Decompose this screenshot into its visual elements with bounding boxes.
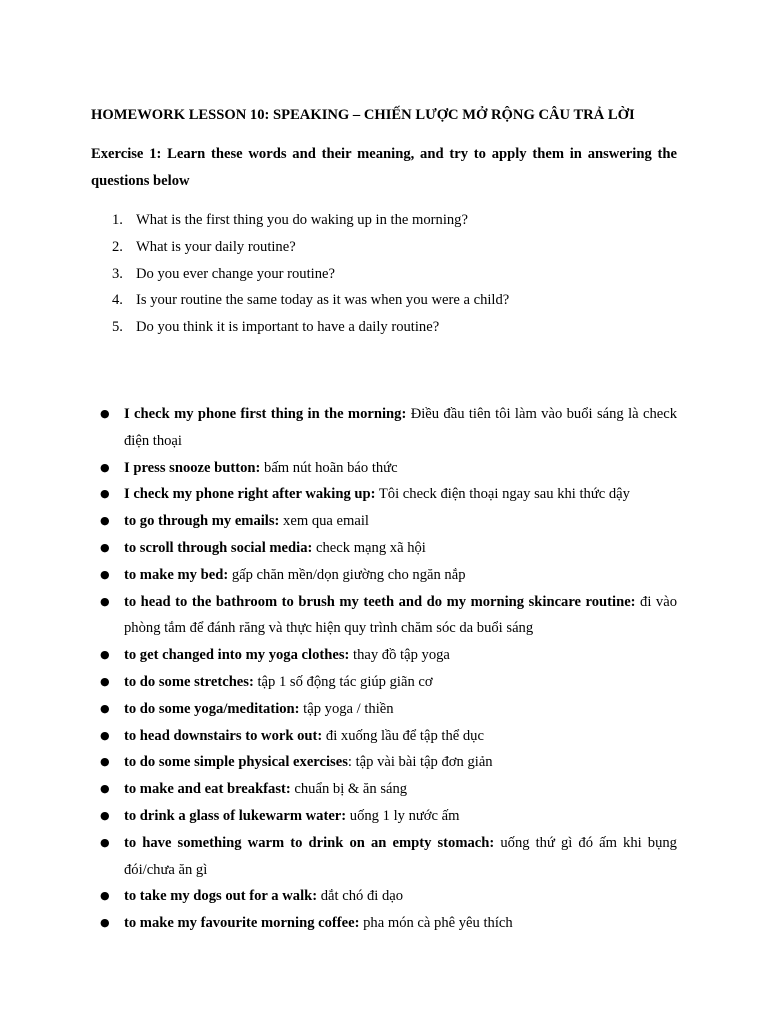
vocab-item bbox=[91, 562, 677, 589]
bullet-icon: ● bbox=[100, 594, 110, 608]
question-number: 2. bbox=[112, 238, 123, 255]
bullet-icon: ● bbox=[100, 460, 110, 474]
bullet-icon: ● bbox=[100, 916, 110, 930]
vocab-item bbox=[91, 669, 677, 696]
vocab-item bbox=[91, 776, 677, 803]
vocab-item bbox=[91, 696, 677, 723]
vocab-item bbox=[91, 455, 677, 482]
vocab-term: to go through my emails: bbox=[124, 513, 280, 530]
vocab-term: to do some stretches: bbox=[124, 673, 254, 690]
vocab-meaning: gấp chăn mền/dọn giường cho ngăn nắp bbox=[228, 566, 466, 583]
vocab-meaning: xem qua email bbox=[279, 513, 369, 530]
bullet-icon: ● bbox=[100, 701, 110, 715]
vocab-item bbox=[91, 508, 677, 535]
vocab-term: to take my dogs out for a walk: bbox=[124, 888, 318, 905]
vocab-term: to make my bed: bbox=[124, 566, 229, 583]
question-text: What is your daily routine? bbox=[136, 238, 296, 255]
question-text: What is the first thing you do waking up in the morning? bbox=[136, 212, 468, 228]
bullet-icon: ● bbox=[100, 406, 110, 420]
vocab-meaning: thay đồ tập yoga bbox=[349, 647, 450, 664]
bullet-icon: ● bbox=[100, 487, 110, 501]
bullet-icon: ● bbox=[100, 755, 110, 769]
vocab-item bbox=[91, 401, 677, 455]
question-list bbox=[91, 207, 677, 341]
vocab-item bbox=[91, 723, 677, 750]
question-item bbox=[91, 314, 677, 341]
vocab-meaning: dắt chó đi dạo bbox=[317, 888, 404, 905]
bullet-icon: ● bbox=[100, 514, 110, 528]
vocab-item bbox=[91, 589, 677, 643]
vocab-item bbox=[91, 883, 677, 910]
vocab-meaning: bấm nút hoãn báo thức bbox=[260, 459, 398, 476]
vocab-meaning: : tập vài bài tập đơn giản bbox=[347, 754, 493, 771]
bullet-icon: ● bbox=[100, 674, 110, 688]
vocab-meaning: chuẩn bị & ăn sáng bbox=[290, 781, 408, 798]
question-item bbox=[91, 207, 677, 234]
vocab-term: to do some yoga/meditation: bbox=[124, 700, 300, 717]
bullet-icon: ● bbox=[100, 835, 110, 849]
question-number: 5. bbox=[112, 319, 123, 336]
question-number: 1. bbox=[112, 212, 123, 228]
question-number: 3. bbox=[112, 265, 123, 282]
document-page bbox=[91, 102, 677, 937]
bullet-icon: ● bbox=[100, 540, 110, 554]
vocab-meaning: đi vào phòng tắm để đánh răng và thực hiện quy trình chăm sóc da buổi sáng bbox=[124, 593, 677, 637]
vocab-item bbox=[91, 642, 677, 669]
vocab-meaning: Tôi check điện thoại ngay sau khi thức dậy bbox=[375, 486, 630, 503]
vocab-meaning: uống thứ gì đó ấm khi bụng đói/chưa ăn gì bbox=[124, 834, 677, 878]
document-title: HOMEWORK LESSON 10: SPEAKING – CHIẾN LƯỢC MỞ RỘNG CÂU TRẢ LỜI bbox=[91, 107, 635, 123]
vocab-meaning: Điều đầu tiên tôi làm vào buổi sáng là check điện thoại bbox=[124, 405, 678, 449]
vocab-term: to scroll through social media: bbox=[124, 539, 313, 556]
vocab-meaning: uống 1 ly nước ấm bbox=[346, 807, 460, 824]
vocab-meaning: pha món cà phê yêu thích bbox=[359, 915, 513, 932]
vocab-item bbox=[91, 830, 677, 884]
question-item bbox=[91, 287, 677, 314]
bullet-icon: ● bbox=[100, 889, 110, 903]
vocab-term: I press snooze button: bbox=[124, 459, 261, 476]
vocab-term: to do some simple physical exercises bbox=[124, 754, 348, 771]
vocab-meaning: đi xuống lầu để tập thể dục bbox=[322, 727, 484, 744]
vocab-meaning: tập yoga / thiền bbox=[299, 700, 394, 717]
question-item bbox=[91, 234, 677, 261]
vocab-term: to make and eat breakfast: bbox=[124, 781, 291, 798]
bullet-icon: ● bbox=[100, 782, 110, 796]
bullet-icon: ● bbox=[100, 648, 110, 662]
question-text: Is your routine the same today as it was when you were a child? bbox=[136, 292, 510, 309]
exercise-heading: Exercise 1: Learn these words and their meaning, and try to apply them in answering the questions below bbox=[91, 146, 677, 189]
question-item bbox=[91, 261, 677, 288]
vocabulary-list bbox=[91, 401, 677, 937]
vocab-term: to drink a glass of lukewarm water: bbox=[124, 807, 347, 824]
question-number: 4. bbox=[112, 292, 123, 309]
vocab-item bbox=[91, 910, 677, 937]
vocab-term: to head to the bathroom to brush my teeth and do my morning skincare routine: bbox=[124, 593, 636, 610]
bullet-icon: ● bbox=[100, 567, 110, 581]
question-text: Do you ever change your routine? bbox=[136, 265, 335, 282]
question-text: Do you think it is important to have a daily routine? bbox=[136, 319, 440, 336]
vocab-item bbox=[91, 749, 677, 776]
vocab-term: I check my phone right after waking up: bbox=[124, 486, 376, 503]
vocab-meaning: tập 1 số động tác giúp giãn cơ bbox=[253, 673, 433, 690]
vocab-meaning: check mạng xã hội bbox=[312, 539, 426, 556]
vocab-term: to get changed into my yoga clothes: bbox=[124, 647, 350, 664]
vocab-term: to head downstairs to work out: bbox=[124, 727, 323, 744]
vocab-item bbox=[91, 481, 677, 508]
vocab-term: to make my favourite morning coffee: bbox=[124, 915, 360, 932]
bullet-icon: ● bbox=[100, 808, 110, 822]
vocab-item bbox=[91, 535, 677, 562]
vocab-term: I check my phone first thing in the morning: bbox=[124, 405, 407, 422]
vocab-item bbox=[91, 803, 677, 830]
vocab-term: to have something warm to drink on an empty stomach: bbox=[124, 834, 495, 851]
bullet-icon: ● bbox=[100, 728, 110, 742]
